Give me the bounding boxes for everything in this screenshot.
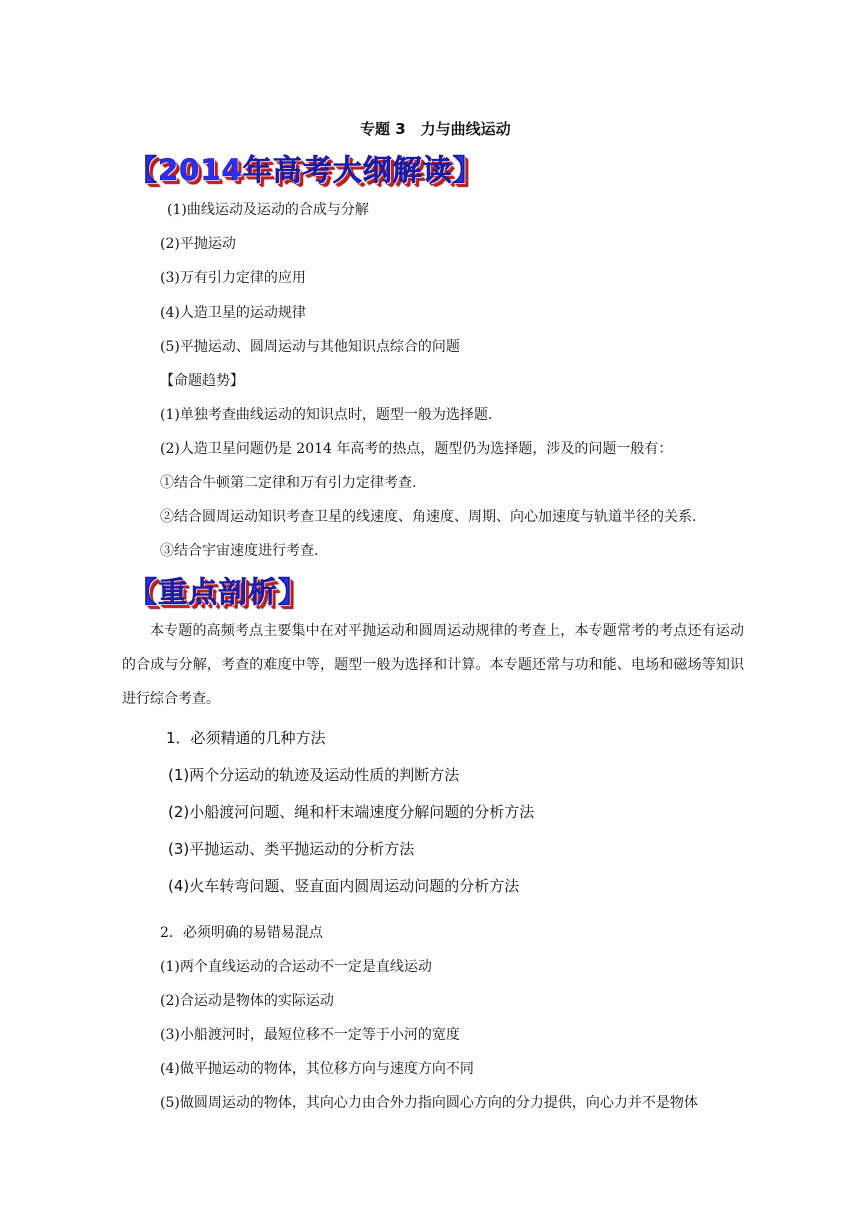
method-item: (1)两个分运动的轨迹及运动性质的判断方法 — [168, 766, 460, 784]
pitfall-item: (1)两个直线运动的合运动不一定是直线运动 — [160, 959, 432, 975]
pitfall-item: (3)小船渡河时，最短位移不一定等于小河的宽度 — [160, 1027, 460, 1043]
method-item: (3)平抛运动、类平抛运动的分析方法 — [168, 840, 415, 858]
trend-item: ③结合宇宙速度进行考查. — [160, 543, 319, 559]
pitfalls-heading: 2．必须明确的易错易混点 — [160, 925, 323, 941]
section-heading-outline: 【2014年高考大纲解读】 — [128, 153, 483, 187]
intro-paragraph: 本专题的高频考点主要集中在对平抛运动和圆周运动规律的考查上，本专题常考的考点还有运动的合成与分解，考查的难度中等，题型一般为选择和计算。本专题还常与功和能、电场和磁场等知识进行综合考查。 — [122, 623, 744, 707]
outline-item: (2)平抛运动 — [160, 236, 236, 252]
pitfall-item: (5)做圆周运动的物体，其向心力由合外力指向圆心方向的分力提供，向心力并不是物体 — [160, 1095, 698, 1111]
outline-item: (4)人造卫星的运动规律 — [160, 305, 306, 321]
outline-item: (1)曲线运动及运动的合成与分解 — [167, 202, 369, 218]
method-item: (2)小船渡河问题、绳和杆末端速度分解问题的分析方法 — [168, 803, 535, 821]
section-heading-key-points: 【重点剖析】 — [128, 575, 309, 609]
methods-heading: 1．必须精通的几种方法 — [166, 729, 326, 747]
outline-item: (3)万有引力定律的应用 — [160, 270, 306, 286]
trend-item: (2)人造卫星问题仍是 2014 年高考的热点，题型仍为选择题，涉及的问题一般有： — [160, 441, 673, 457]
pitfall-item: (2)合运动是物体的实际运动 — [160, 993, 334, 1009]
method-item: (4)火车转弯问题、竖直面内圆周运动问题的分析方法 — [168, 877, 520, 895]
trend-heading: 【命题趋势】 — [160, 373, 244, 389]
trend-item: ②结合圆周运动知识考查卫星的线速度、角速度、周期、向心加速度与轨道半径的关系. — [160, 509, 697, 525]
trend-item: (1)单独考查曲线运动的知识点时，题型一般为选择题. — [160, 407, 493, 423]
pitfall-item: (4)做平抛运动的物体，其位移方向与速度方向不同 — [160, 1061, 474, 1077]
page-title: 专题 3 力与曲线运动 — [360, 120, 511, 138]
outline-item: (5)平抛运动、圆周运动与其他知识点综合的问题 — [160, 339, 460, 355]
trend-item: ①结合牛顿第二定律和万有引力定律考查. — [160, 475, 417, 491]
